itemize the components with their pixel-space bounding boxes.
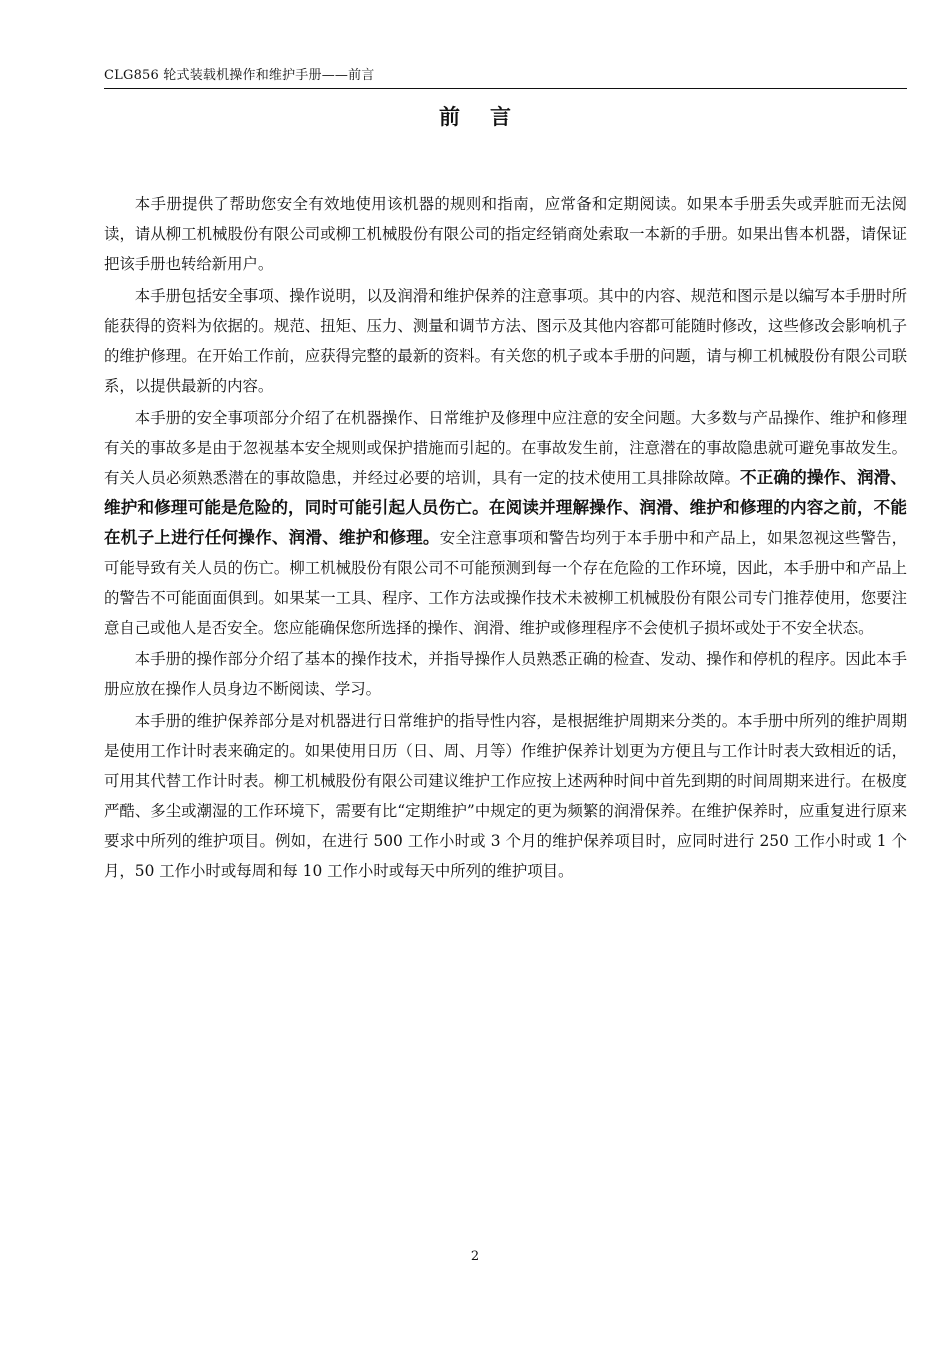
preface-body <box>104 189 907 888</box>
page-number: 2 <box>470 1249 480 1264</box>
paragraph-safety-lead: 本手册的安全事项部分介绍了在机器操作、日常维护及修理中应注意的安全问题。大多数与产品操作、维护和修理有关的事故多是由于忽视基本安全规则或保护措施而引起的。在事故发生前，注意潜在的事故隐患就可避免事故发生。有关人员必须熟悉潜在的事故隐患，并经过必要的培训，具有一定的技术使用工具排除故障。 <box>104 408 907 487</box>
paragraph-intro: 本手册提供了帮助您安全有效地使用该机器的规则和指南，应常备和定期阅读。如果本手册丢失或弄脏而无法阅读，请从柳工机械股份有限公司或柳工机械股份有限公司的指定经销商处索取一本新的手册。如果出售本机器，请保证把该手册也转给新用户。 <box>104 195 907 273</box>
safety-warning-emphasis: 不正确的操作、润滑、维护和修理可能是危险的，同时可能引起人员伤亡。在阅读并理解操作、润滑、维护和修理的内容之前，不能在机子上进行任何操作、润滑、维护和修理。 <box>104 467 907 547</box>
paragraph-safety-tail: 安全注意事项和警告均列于本手册中和产品上，如果忽视这些警告，可能导致有关人员的伤亡。柳工机械股份有限公司不可能预测到每一个存在危险的工作环境，因此，本手册中和产品上的警告不可能面面俱到。如果某一工具、程序、工作方法或操作技术未被柳工机械股份有限公司专门推荐使用，您要注意自己或他人是否安全。您应能确保您所选择的操作、润滑、维护或修理程序不会使机子损坏或处于不安全状态。 <box>104 528 907 637</box>
paragraph-maintenance: 本手册的维护保养部分是对机器进行日常维护的指导性内容，是根据维护周期来分类的。本手册中所列的维护周期是使用工作计时表来确定的。如果使用日历（日、周、月等）作维护保养计划更为方便且与工作计时表大致相近的话，可用其代替工作计时表。柳工机械股份有限公司建议维护工作应按上述两种时间中首先到期的时间周期来进行。在极度严酷、多尘或潮湿的工作环境下，需要有比“定期维护”中规定的更为频繁的润滑保养。在维护保养时，应重复进行原来要求中所列的维护项目。例如，在进行 500 工作小时或 3 个月的维护保养项目时，应同时进行 250 工作小时或 1 个月，50 工作小时或每周和每 10 工作小时或每天中所列的维护项目。 <box>104 712 907 881</box>
paragraph-contents: 本手册包括安全事项、操作说明，以及润滑和维护保养的注意事项。其中的内容、规范和图示是以编写本手册时所能获得的资料为依据的。规范、扭矩、压力、测量和调节方法、图示及其他内容都可能随时修改，这些修改会影响机子的维护修理。在开始工作前，应获得完整的最新的资料。有关您的机子或本手册的问题，请与柳工机械股份有限公司联系，以提供最新的内容。 <box>104 286 907 395</box>
page-title: 前言 <box>439 104 541 129</box>
paragraph-safety <box>104 403 907 643</box>
running-header: CLG856 轮式装载机操作和维护手册——前言 <box>104 68 375 83</box>
paragraph-operation: 本手册的操作部分介绍了基本的操作技术，并指导操作人员熟悉正确的检查、发动、操作和停机的程序。因此本手册应放在操作人员身边不断阅读、学习。 <box>104 650 907 699</box>
header-divider <box>104 88 907 89</box>
